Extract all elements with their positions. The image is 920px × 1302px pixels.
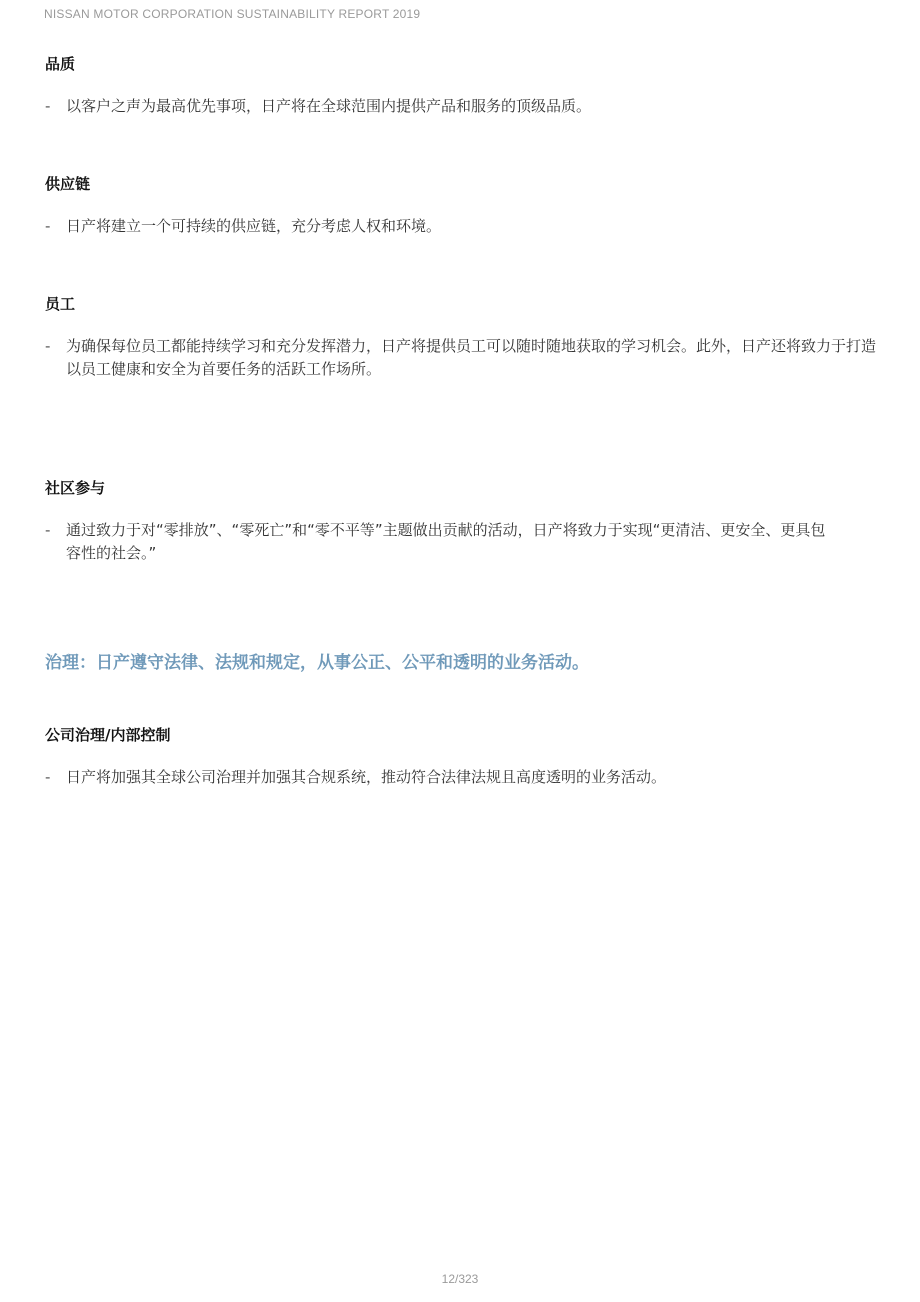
bullet-marker: - xyxy=(45,97,51,115)
section-heading-employees: 员工 xyxy=(45,295,76,313)
bullet-text: 日产将建立一个可持续的供应链，充分考虑人权和环境。 xyxy=(66,217,442,235)
bullet-marker: - xyxy=(45,768,51,786)
bullet-marker: - xyxy=(45,521,51,539)
bullet-item-quality xyxy=(45,95,885,118)
section-heading-supply-chain: 供应链 xyxy=(45,175,91,193)
bullet-item-community xyxy=(45,519,835,565)
governance-title: 治理：日产遵守法律、法规和规定，从事公正、公平和透明的业务活动。 xyxy=(45,653,589,673)
running-header: NISSAN MOTOR CORPORATION SUSTAINABILITY REPORT 2019 xyxy=(44,7,421,21)
section-heading-governance: 公司治理/内部控制 xyxy=(45,726,171,744)
bullet-text: 以客户之声为最高优先事项，日产将在全球范围内提供产品和服务的顶级品质。 xyxy=(66,97,592,115)
bullet-text: 通过致力于对“零排放”、“零死亡”和“零不平等”主题做出贡献的活动，日产将致力于实现“更清洁、更安全、更具包容性的社会。” xyxy=(66,521,826,562)
bullet-text: 为确保每位员工都能持续学习和充分发挥潜力，日产将提供员工可以随时随地获取的学习机会。此外，日产还将致力于打造以员工健康和安全为首要任务的活跃工作场所。 xyxy=(66,337,877,378)
bullet-item-supply-chain xyxy=(45,215,885,238)
bullet-marker: - xyxy=(45,217,51,235)
bullet-item-governance xyxy=(45,766,885,789)
bullet-marker: - xyxy=(45,337,51,355)
page-number: 12/323 xyxy=(441,1272,479,1286)
bullet-item-employees xyxy=(45,335,885,381)
section-heading-community: 社区参与 xyxy=(45,479,106,497)
bullet-text: 日产将加强其全球公司治理并加强其合规系统，推动符合法律法规且高度透明的业务活动。 xyxy=(66,768,667,786)
section-heading-quality: 品质 xyxy=(45,55,76,73)
